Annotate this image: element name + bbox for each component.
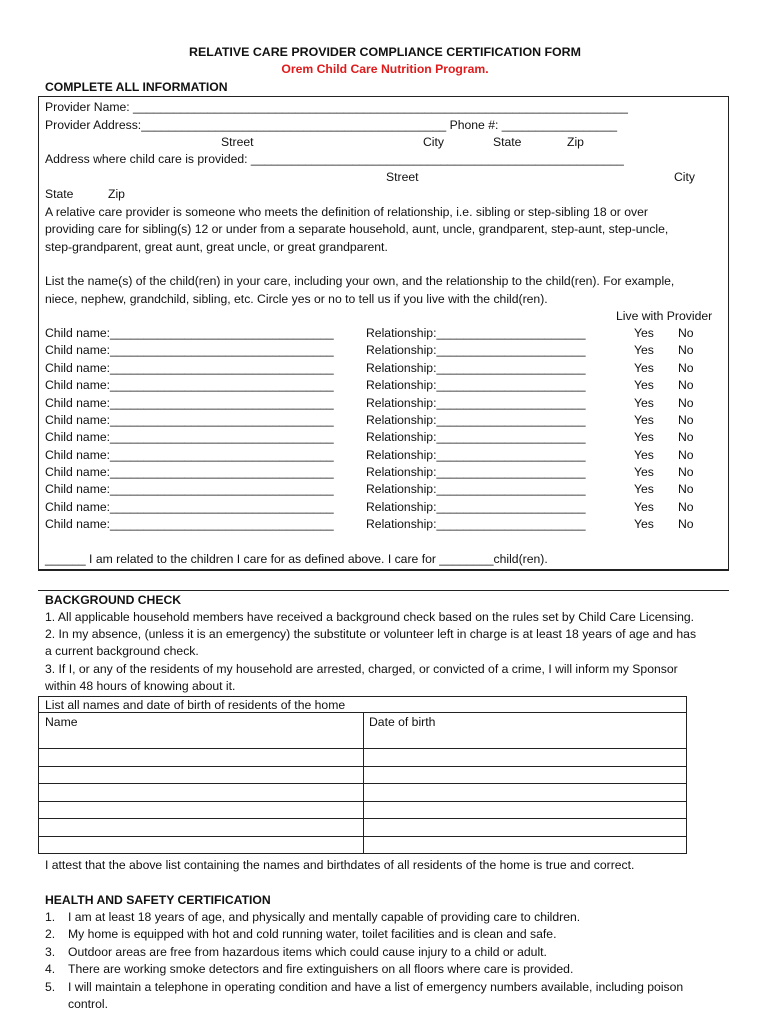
definition-line: step-grandparent, great aunt, great uncle, or great grandparent.	[45, 240, 388, 254]
relationship-field[interactable]: Relationship:______________________	[366, 361, 586, 375]
child-name-field[interactable]: Child name:_________________________________	[45, 448, 334, 462]
care-street-label: Street	[386, 170, 419, 184]
table-row-divider	[38, 836, 687, 837]
live-with-yes-option[interactable]: Yes	[634, 413, 654, 427]
live-with-no-option[interactable]: No	[678, 465, 694, 479]
health-item-number: 3.	[45, 945, 56, 959]
health-item-number: 5.	[45, 980, 56, 994]
child-name-field[interactable]: Child name:_________________________________	[45, 413, 334, 427]
relationship-field[interactable]: Relationship:______________________	[366, 430, 586, 444]
live-with-no-option[interactable]: No	[678, 361, 694, 375]
address-street-label: Street	[221, 135, 254, 149]
divider	[38, 590, 729, 591]
child-name-field[interactable]: Child name:_________________________________	[45, 500, 334, 514]
background-check-heading: BACKGROUND CHECK	[45, 593, 182, 607]
care-address-field[interactable]: Address where child care is provided: _______________________________________________________	[45, 152, 624, 166]
live-with-yes-option[interactable]: Yes	[634, 361, 654, 375]
live-with-yes-option[interactable]: Yes	[634, 517, 654, 531]
health-item-text: I am at least 18 years of age, and physically and mentally capable of providing care to children.	[68, 910, 581, 924]
live-with-no-option[interactable]: No	[678, 413, 694, 427]
table-row-divider	[38, 818, 687, 819]
live-with-no-option[interactable]: No	[678, 482, 694, 496]
relationship-field[interactable]: Relationship:______________________	[366, 343, 586, 357]
address-state-label: State	[493, 135, 522, 149]
provider-name-field[interactable]: Provider Name: _________________________________________________________________________	[45, 100, 628, 114]
relationship-field[interactable]: Relationship:______________________	[366, 413, 586, 427]
health-item-text: My home is equipped with hot and cold running water, toilet facilities and is clean and safe.	[68, 927, 557, 941]
relationship-field[interactable]: Relationship:______________________	[366, 517, 586, 531]
background-line: a current background check.	[45, 644, 199, 658]
table-row-divider	[38, 766, 687, 767]
provider-address-field[interactable]: Provider Address:_____________________________________________ Phone #: _________________	[45, 118, 617, 132]
form-subtitle: Orem Child Care Nutrition Program.	[281, 62, 489, 76]
child-name-field[interactable]: Child name:_________________________________	[45, 430, 334, 444]
live-with-no-option[interactable]: No	[678, 448, 694, 462]
live-with-no-option[interactable]: No	[678, 378, 694, 392]
health-item-text: Outdoor areas are free from hazardous items which could cause injury to a child or adult.	[68, 945, 547, 959]
live-with-yes-option[interactable]: Yes	[634, 448, 654, 462]
health-item-number: 2.	[45, 927, 56, 941]
divider	[38, 712, 363, 713]
background-line: 3. If I, or any of the residents of my household are arrested, charged, or convicted of a crime, I will inform my Sponsor	[45, 662, 678, 676]
related-statement-field[interactable]: ______ I am related to the children I care for as defined above. I care for ________child(ren).	[45, 552, 548, 566]
divider	[363, 712, 687, 713]
live-with-no-option[interactable]: No	[678, 430, 694, 444]
child-name-field[interactable]: Child name:_________________________________	[45, 517, 334, 531]
relationship-field[interactable]: Relationship:______________________	[366, 500, 586, 514]
live-with-no-option[interactable]: No	[678, 326, 694, 340]
health-item-number: 4.	[45, 962, 56, 976]
child-name-field[interactable]: Child name:_________________________________	[45, 396, 334, 410]
child-name-field[interactable]: Child name:_________________________________	[45, 465, 334, 479]
relationship-field[interactable]: Relationship:______________________	[366, 482, 586, 496]
background-line: 1. All applicable household members have received a background check based on the rules set by Child Care Licensing.	[45, 610, 695, 624]
live-with-yes-option[interactable]: Yes	[634, 343, 654, 357]
live-with-yes-option[interactable]: Yes	[634, 465, 654, 479]
live-with-yes-option[interactable]: Yes	[634, 326, 654, 340]
table-row-divider	[38, 748, 687, 749]
health-item-number: 1.	[45, 910, 56, 924]
care-city-label: City	[674, 170, 695, 184]
instruction-line: List the name(s) of the child(ren) in your care, including your own, and the relationship to the child(ren). For example,	[45, 274, 675, 288]
care-zip-label: Zip	[108, 187, 125, 201]
attest-statement: I attest that the above list containing the names and birthdates of all residents of the home is true and correct.	[45, 858, 635, 872]
child-name-field[interactable]: Child name:_________________________________	[45, 378, 334, 392]
address-zip-label: Zip	[567, 135, 584, 149]
definition-line: providing care for sibling(s) 12 or under from a separate household, aunt, uncle, grandparent, step-aunt, step-uncle,	[45, 222, 669, 236]
health-item-text: There are working smoke detectors and fire extinguishers on all floors where care is provided.	[68, 962, 574, 976]
live-with-yes-option[interactable]: Yes	[634, 500, 654, 514]
live-with-no-option[interactable]: No	[678, 517, 694, 531]
health-safety-heading: HEALTH AND SAFETY CERTIFICATION	[45, 893, 271, 907]
definition-line: A relative care provider is someone who meets the definition of relationship, i.e. sibling or step-sibling 18 or over	[45, 205, 648, 219]
instruction-line: niece, nephew, grandchild, sibling, etc. Circle yes or no to tell us if you live with the child(ren).	[45, 292, 548, 306]
live-with-yes-option[interactable]: Yes	[634, 396, 654, 410]
divider	[38, 570, 729, 571]
table-row-divider	[38, 783, 687, 784]
live-with-no-option[interactable]: No	[678, 343, 694, 357]
health-item-text: I will maintain a telephone in operating condition and have a list of emergency numbers available, including poison	[68, 980, 684, 994]
live-with-yes-option[interactable]: Yes	[634, 378, 654, 392]
live-with-yes-option[interactable]: Yes	[634, 430, 654, 444]
relationship-field[interactable]: Relationship:______________________	[366, 396, 586, 410]
section-heading-complete-all: COMPLETE ALL INFORMATION	[45, 80, 228, 94]
address-city-label: City	[423, 135, 444, 149]
child-name-field[interactable]: Child name:_________________________________	[45, 361, 334, 375]
relationship-field[interactable]: Relationship:______________________	[366, 326, 586, 340]
live-with-yes-option[interactable]: Yes	[634, 482, 654, 496]
live-with-no-option[interactable]: No	[678, 396, 694, 410]
residents-table-label: List all names and date of birth of residents of the home	[45, 698, 346, 712]
relationship-field[interactable]: Relationship:______________________	[366, 378, 586, 392]
table-row-divider	[38, 801, 687, 802]
child-name-field[interactable]: Child name:_________________________________	[45, 343, 334, 357]
care-state-label: State	[45, 187, 74, 201]
child-name-field[interactable]: Child name:_________________________________	[45, 326, 334, 340]
column-header-dob: Date of birth	[369, 715, 436, 729]
relationship-field[interactable]: Relationship:______________________	[366, 448, 586, 462]
health-item-continuation: control.	[68, 997, 108, 1011]
form-title: RELATIVE CARE PROVIDER COMPLIANCE CERTIFICATION FORM	[189, 45, 581, 59]
background-line: within 48 hours of knowing about it.	[45, 679, 236, 693]
background-line: 2. In my absence, (unless it is an emergency) the substitute or volunteer left in charge is at least 18 years of age and has	[45, 627, 697, 641]
column-header-name: Name	[45, 715, 78, 729]
live-with-no-option[interactable]: No	[678, 500, 694, 514]
relationship-field[interactable]: Relationship:______________________	[366, 465, 586, 479]
child-name-field[interactable]: Child name:_________________________________	[45, 482, 334, 496]
live-with-provider-header: Live with Provider	[616, 309, 713, 323]
